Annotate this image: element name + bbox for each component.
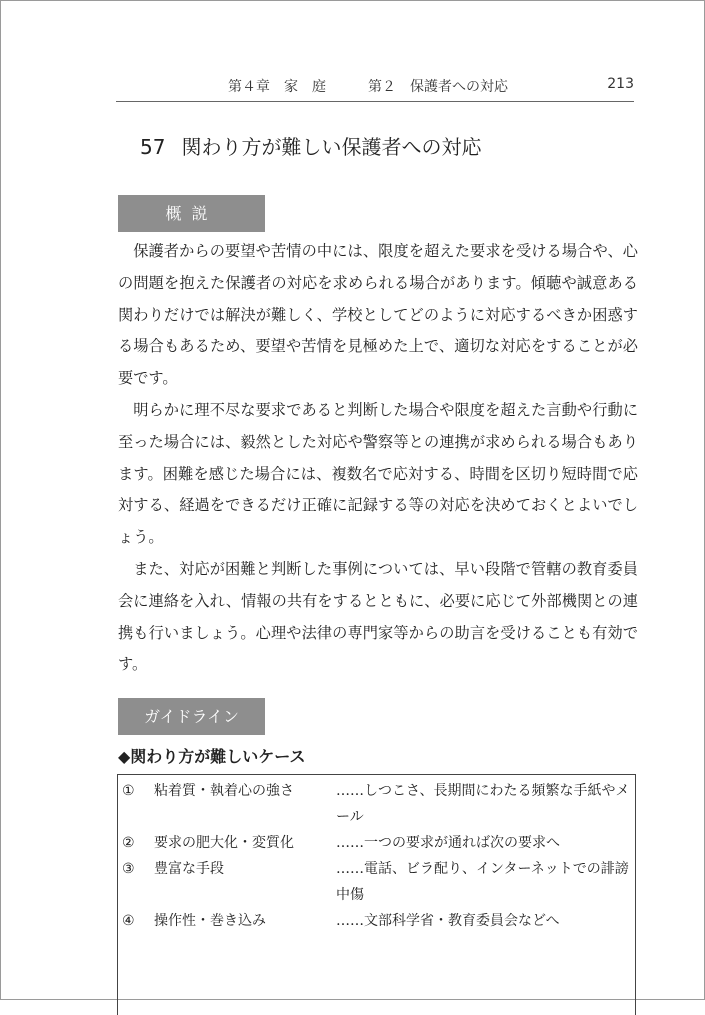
- guideline-label: ガイドライン: [118, 698, 265, 735]
- case-description: ……一つの要求が通れば次の要求へ: [336, 835, 560, 851]
- header-rule: [116, 101, 634, 102]
- case-label: 豊富な手段: [154, 861, 224, 877]
- case-number: ②: [122, 835, 135, 851]
- overview-label: 概説: [118, 195, 265, 232]
- overview-body: [118, 236, 638, 681]
- title-number: 57: [140, 135, 166, 159]
- case-description: ……電話、ビラ配り、インターネットでの誹謗中傷: [336, 861, 629, 903]
- case-label: 要求の肥大化・変質化: [154, 835, 294, 851]
- case-description: ……しつこさ、長期間にわたる頻繁な手紙やメール: [336, 783, 630, 825]
- case-number: ③: [122, 861, 135, 877]
- guideline-subheading: ◆関わり方が難しいケース: [118, 747, 306, 766]
- case-list: [118, 778, 630, 934]
- case-label: 操作性・巻き込み: [154, 913, 266, 929]
- case-label: 粘着質・執着心の強さ: [154, 783, 294, 799]
- list-item: [118, 856, 630, 908]
- overview-paragraph: また、対応が困難と判断した事例については、早い段階で管轄の教育委員会に連絡を入れ、情報の共有をするとともに、必要に応じて外部機関との連携も行いましょう。心理や法律の専門家等からの助言を受けることも有効です。: [118, 559, 638, 674]
- list-item: [118, 778, 630, 830]
- case-number: ④: [122, 913, 135, 929]
- running-head-section: 第２ 保護者への対応: [368, 79, 508, 95]
- title-text: 関わり方が難しい保護者への対応: [181, 135, 482, 159]
- page-title: [140, 131, 481, 160]
- overview-paragraph: 明らかに理不尽な要求であると判断した場合や限度を超えた言動や行動に至った場合には、毅然とした対応や警察等との連携が求められる場合もあります。困難を感じた場合には、複数名で応対する、時間を区切り短時間で応対する、経過をできるだけ正確に記録する等の対応を決めておくとよいでしょう。: [118, 400, 638, 547]
- list-item: [118, 908, 630, 934]
- running-head-chapter: 第４章 家 庭: [228, 79, 326, 95]
- overview-paragraph: 保護者からの要望や苦情の中には、限度を超えた要求を受ける場合や、心の問題を抱えた保護者の対応を求められる場合があります。傾聴や誠意ある関わりだけでは解決が難しく、学校としてどのように対応するべきか困惑する場合もあるため、要望や苦情を見極めた上で、適切な対応をすることが必要です。: [118, 242, 638, 388]
- running-head: [116, 76, 634, 98]
- list-item: [118, 830, 630, 856]
- page-number: 213: [607, 76, 634, 92]
- case-number: ①: [122, 783, 135, 799]
- case-description: ……文部科学省・教育委員会などへ: [336, 913, 560, 929]
